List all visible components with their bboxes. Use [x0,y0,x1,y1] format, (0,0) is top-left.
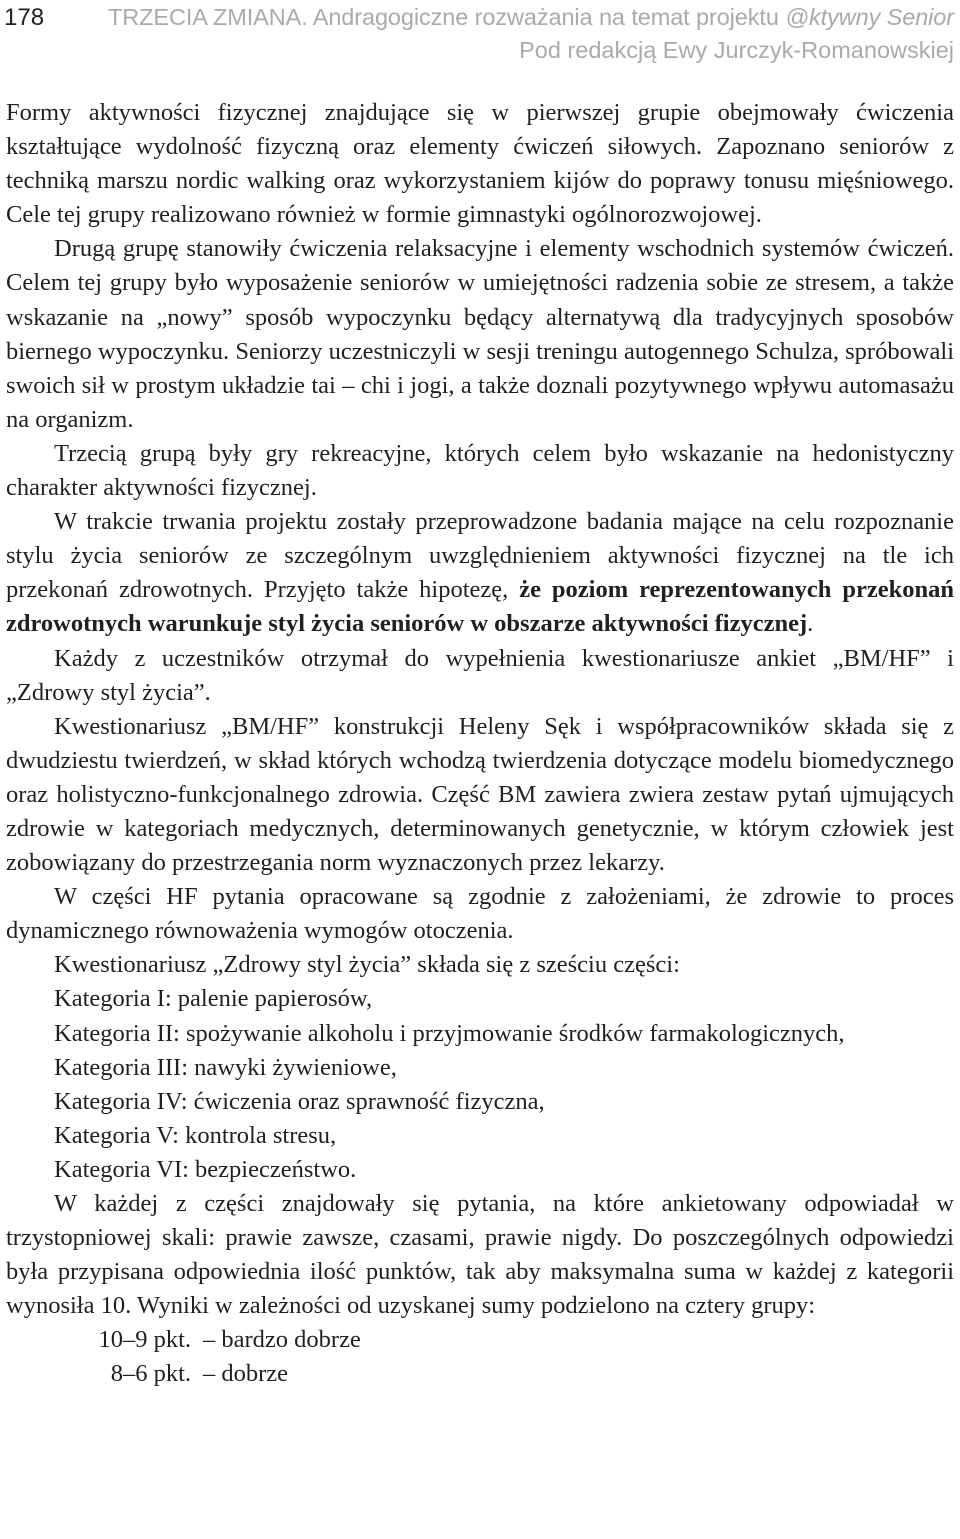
page-number: 178 [4,4,45,31]
paragraph-4-end: . [807,610,814,638]
grade-label: – dobrze [203,1360,289,1388]
paragraph-5: Każdy z uczestników otrzymał do wypełnienia kwestionariusze ankiet „BM/HF” i „Zdrowy styl życia”. [6,644,954,706]
paragraph-9: W każdej z części znajdowały się pytania, na które ankietowany odpowiadał w trzystopniowej skali: prawie zawsze, czasami, prawie nigdy. Do poszczególnych odpowiedzi była przypisana odpowiednia ilość punktów, tak aby maksymalna suma w każdej z kategorii wynosiła 10. Wyniki w zależności od uzyskanej sumy podzielono na cztery grupy: [6,1190,954,1320]
grade-row [6,1323,954,1357]
paragraph-1: Formy aktywności fizycznej znajdujące się w pierwszej grupie obejmowały ćwiczenia kształtujące wydolność fizyczną oraz elementy ćwiczeń siłowych. Zapoznano seniorów z techniką marszu nordic walking oraz wykorzystaniem kijów do poprawy tonusu mięśniowego. Cele tej grupy realizowano również w formie gimnastyki ogólnorozwojowej. [6,99,954,229]
paragraph-4 [6,505,954,641]
list-item: Kategoria IV: ćwiczenia oraz sprawność fizyczna, [54,1087,545,1115]
page-header [0,0,960,70]
paragraph-3: Trzecią grupą były gry rekreacyjne, których celem było wskazanie na hedonistyczny charakter aktywności fizycznej. [6,439,954,502]
paragraph-7: W części HF pytania opracowane są zgodnie z założeniami, że zdrowie to proces dynamicznego równoważenia wymogów otoczenia. [6,883,954,945]
running-title-italic: @ktywny Senior [785,4,954,30]
hypothesis-bold: że poziom reprezentowanych przekonań zdrowotnych warunkuje styl życia seniorów w obszarze aktywności fizycznej [6,576,954,638]
list-item: Kategoria II: spożywanie alkoholu i przyjmowanie środków farmakologicznych, [54,1019,845,1047]
grade-range: 8–6 pkt. [110,1360,191,1388]
paragraph-2: Drugą grupę stanowiły ćwiczenia relaksacyjne i elementy wschodnich systemów ćwiczeń. Celem tej grupy było wyposażenie seniorów w umiejętności radzenia sobie ze stresem, a także wskazanie na „nowy” sposób wypoczynku będący alternatywą dla tradycyjnych sposobów biernego wypoczynku. Seniorzy uczestniczyli w sesji treningu autogennego Schulza, spróbowali swoich sił w prostym układzie tai – chi i jogi, a także doznali pozytywnego wpływu automasażu na organizm. [6,235,954,433]
body-text [6,96,954,1392]
list-item: Kategoria V: kontrola stresu, [54,1121,337,1149]
category-list [6,982,954,1187]
paragraph-8: Kwestionariusz „Zdrowy styl życia” składa się z sześciu części: [54,951,680,979]
list-item: Kategoria VI: bezpieczeństwo. [54,1155,357,1183]
list-item: Kategoria III: nawyki żywieniowe, [54,1053,397,1081]
paragraph-4-text: W trakcie trwania projektu zostały przeprowadzone badania mające na celu rozpoznanie stylu życia seniorów ze szczególnym uwzględnieniem aktywności fizycznej na tle ich przekonań zdrowotnych. Przyjęto także hipotezę, [6,508,954,604]
running-title-text: TRZECIA ZMIANA. Andragogiczne rozważania na temat projektu [108,4,786,30]
grade-range: 10–9 pkt. [98,1326,191,1354]
grade-row [6,1357,954,1391]
paragraph-6: Kwestionariusz „BM/HF” konstrukcji Heleny Sęk i współpracowników składa się z dwudziestu twierdzeń, w skład których wchodzą twierdzenia dotyczące modelu biomedycznego oraz holistyczno-funkcjonalnego zdrowia. Część BM zawiera zwiera zestaw pytań ujmujących zdrowie w kategoriach medycznych, determinowanych genetycznie, w którym człowiek jest zobowiązany do przestrzegania norm wyznaczonych przez lekarzy. [6,712,954,877]
running-title [108,4,954,31]
list-item: Kategoria I: palenie papierosów, [54,985,373,1013]
grade-label: – bardzo dobrze [203,1326,361,1354]
grade-list [6,1323,954,1391]
running-subtitle: Pod redakcją Ewy Jurczyk-Romanowskiej [519,37,954,63]
